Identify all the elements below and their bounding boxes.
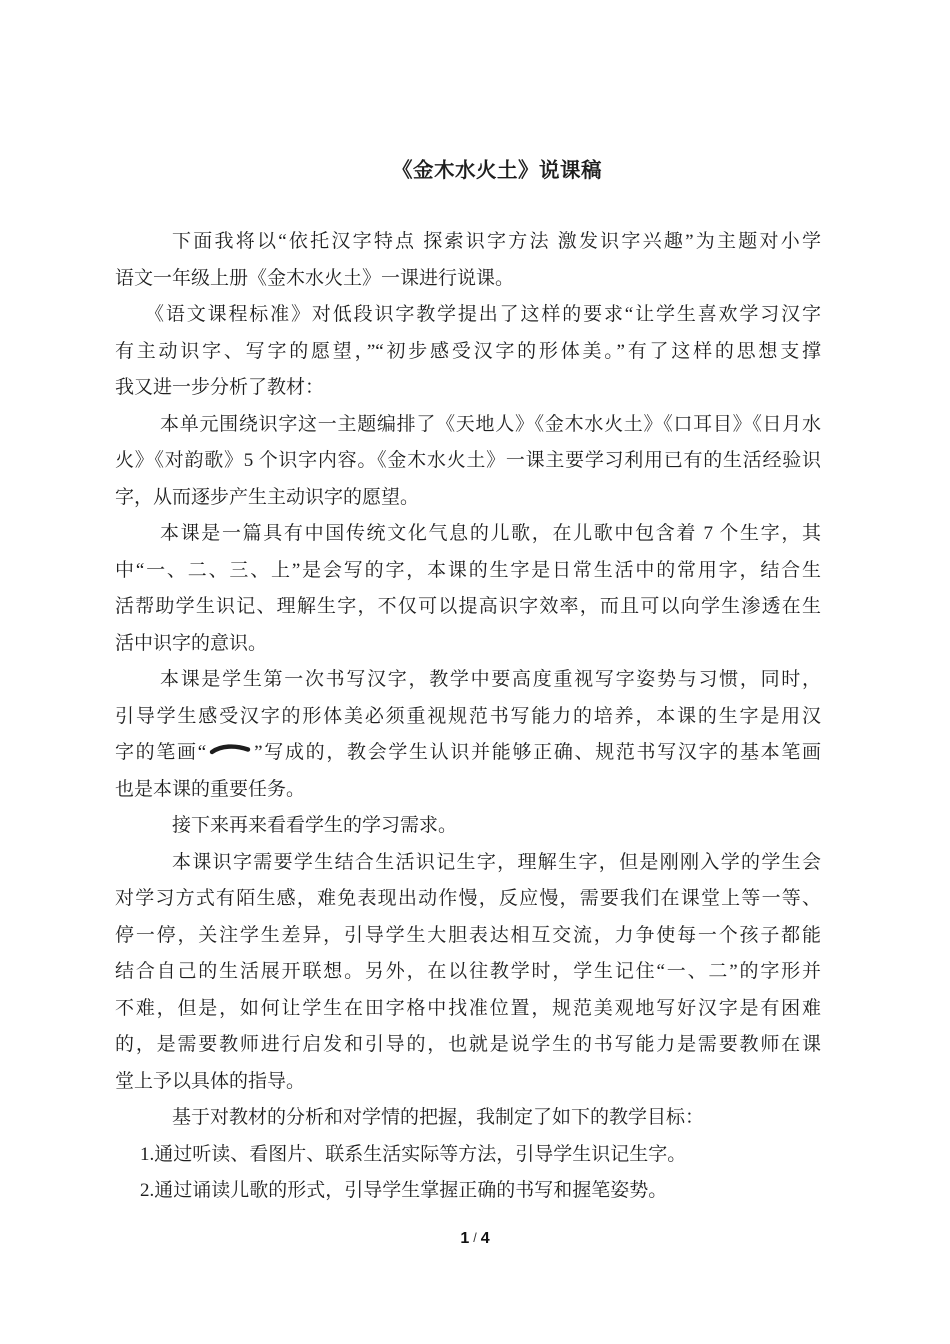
document-body <box>115 224 821 1210</box>
text-line: 结合自己的生活展开联想。另外，在以往教学时，学生记住“一、二”的字形并 <box>115 961 821 982</box>
text-line: 语文一年级上册《金木水火土》一课进行说课。 <box>115 267 515 289</box>
text-line: 本课是一篇具有中国传统文化气息的儿歌，在儿歌中包含着 7 个生字，其 <box>160 523 821 544</box>
stroke-line-post: ”写成的，教会学生认识并能够正确、规范书写汉字的基本笔画 <box>254 742 821 763</box>
text-line: 中“一、二、三、上”是会写的字，本课的生字是日常生活中的常用字，结合生 <box>115 559 821 581</box>
page-number-separator: / <box>473 1231 477 1245</box>
text-line: 接下来再来看看学生的学习需求。 <box>172 815 458 836</box>
text-line: 引导学生感受汉字的形体美必须重视规范书写能力的培养，本课的生字是用汉 <box>115 705 821 727</box>
text-line: 火》《对韵歌》5 个识字内容。《金木水火土》一课主要学习利用已有的生活经验识 <box>115 450 821 471</box>
text-line: 不难，但是，如何让学生在田字格中找准位置，规范美观地写好汉字是有困难 <box>115 997 821 1019</box>
text-line: 本课识字需要学生结合生活识记生字，理解生字，但是刚刚入学的学生会 <box>172 851 821 873</box>
text-line: 2.通过诵读儿歌的形式，引导学生掌握正确的书写和握笔姿势。 <box>140 1180 668 1201</box>
text-line: 1.通过听读、看图片、联系生活实际等方法，引导学生识记生字。 <box>140 1143 687 1165</box>
text-line: 《语文课程标准》对低段识字教学提出了这样的要求“让学生喜欢学习汉字 <box>145 304 821 325</box>
text-line: 本课是学生第一次书写汉字，教学中要高度重视写字姿势与习惯，同时， <box>160 669 821 690</box>
text-line: 我又进一步分析了教材： <box>115 377 325 398</box>
page-number-total: 4 <box>480 1230 490 1247</box>
text-line: 堂上予以具体的指导。 <box>115 1070 306 1092</box>
text-line: 也是本课的重要任务。 <box>115 778 306 800</box>
text-line: 活中识字的意识。 <box>115 632 268 654</box>
text-line: 对学习方式有陌生感，难免表现出动作慢，反应慢，需要我们在课堂上等一等、 <box>115 888 821 909</box>
stroke-line-pre: 字的笔画“ <box>115 742 207 763</box>
text-line: 活帮助学生识记、理解生字，不仅可以提高识字效率，而且可以向学生渗透在生 <box>115 596 821 617</box>
text-line: 本单元围绕识字这一主题编排了《天地人》《金木水火土》《口耳目》《日月水 <box>160 413 821 435</box>
text-line-with-stroke <box>115 735 821 772</box>
text-line: 的，是需要教师进行启发和引导的，也就是说学生的书写能力是需要教师在课 <box>115 1034 821 1055</box>
text-line: 基于对教材的分析和对学情的把握，我制定了如下的教学目标： <box>172 1107 705 1128</box>
text-line: 下面我将以“依托汉字特点 探索识字方法 激发识字兴趣”为主题对小学 <box>172 231 821 252</box>
page-title: 《金木水火土》说课稿 <box>392 160 602 182</box>
text-line: 字，从而逐步产生主动识字的愿望。 <box>115 486 420 508</box>
text-line: 停一停，关注学生差异，引导学生大胆表达相互交流，力争使每一个孩子都能 <box>115 924 821 946</box>
text-line: 有主动识字、写字的愿望，”“初步感受汉字的形体美。”有了这样的思想支撑 <box>115 340 821 362</box>
page-footer <box>0 1228 950 1249</box>
yi-brush-stroke-icon <box>208 741 252 757</box>
page-number-current: 1 <box>460 1230 470 1247</box>
